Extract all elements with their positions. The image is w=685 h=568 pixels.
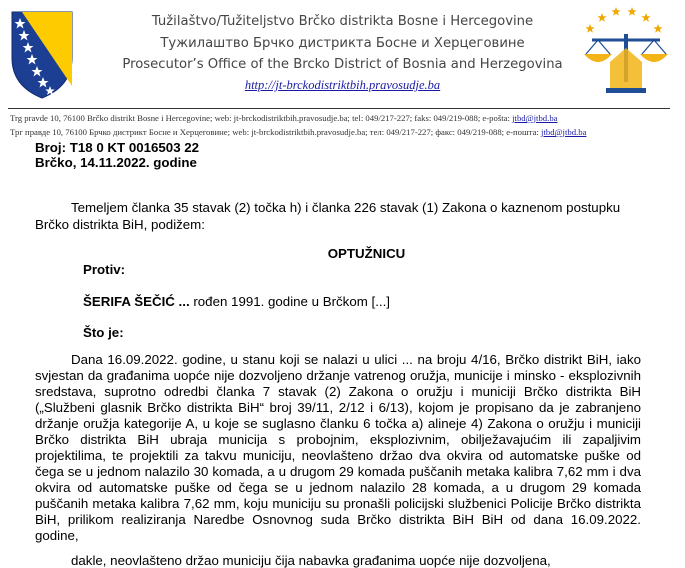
case-number: Broj: T18 0 KT 0016503 22: [35, 140, 200, 155]
place-date: Brčko, 14.11.2022. godine: [35, 155, 197, 170]
charge-line: Brčko distrikta BiH ubraja municija s probojnim, eksplozivnim, obilježavajućim ili zapaljivim: [35, 432, 641, 447]
charge-line: BiH, prilikom realiziranja Naredbe Osnovnog suda Brčko distrikta BiH BiH od dana 16.09.2022.: [35, 512, 641, 527]
closing-line: dakle, neovlašteno držao municiju čija nabavka građanima uopće nije dozvoljena,: [71, 553, 551, 568]
justice-scales-logo: [580, 4, 672, 96]
charge-line: projektilima, te projektili za takvu municiju, neovlašteno držao dva okvira od automatske puške od: [35, 448, 641, 463]
charge-line: godine,: [35, 528, 79, 543]
against-label: Protiv:: [83, 262, 126, 277]
website-link[interactable]: http://jt-brckodistriktbih.pravosudje.ba: [244, 78, 441, 92]
charge-line: čega se u jednom nalazilo 30 komada, a u drugom 29 komada puščanih metaka kalibra 7,62 mm i dva: [35, 464, 641, 479]
office-name-cyrillic: Тужилаштво Брчко дистрикта Босне и Херцеговине: [160, 36, 525, 51]
charge-line: sredstava, suprotno odredbi članka 7 stavak (2) Zakona o oružju i municiji Brčko distrikta BiH: [35, 384, 641, 399]
charge-line: svjestan da građanima uopće nije dozvoljeno držanje vatrenog oružja, municije i minsko - eksplozivnih: [35, 368, 641, 383]
contact-line-latin: Trg pravde 10, 76100 Brčko distrikt Bosne i Hercegovine; web: jt-brckodistriktbih.pravosudje.ba; tel: 049/217-227; faks: 049/219-088; e-pošta: jtbd@jtbd.ba: [10, 113, 558, 123]
charge-line: Dana 16.09.2022. godine, u stanu koji se nalazi u ulici ... na broju 4/16, Brčko distrikt BiH, iako: [71, 352, 641, 367]
header-divider: [8, 108, 670, 109]
intro-line-2: Brčko distrikta BiH, podižem:: [35, 217, 205, 232]
accused-name: ŠERIFA ŠEČIĆ ...: [83, 294, 190, 309]
office-name-latin: Tužilaštvo/Tužiteljstvo Brčko distrikta Bosne i Hercegovine: [151, 14, 534, 29]
what-label: Što je:: [83, 325, 124, 340]
charge-line: držanje oružja kategorije A, u koje se suglasno članku 6 točka a) alineje 4) Zakona o oružju i municiji: [35, 416, 641, 431]
email-link-latin[interactable]: jtbd@jtbd.ba: [512, 113, 558, 123]
charge-line: okvira od automatske puške od čega se u jednom nalazilo 28 komada, a u drugom 29 komada: [35, 480, 641, 495]
office-name-english: Prosecutor’s Office of the Brcko District of Bosnia and Herzegovina: [122, 57, 563, 72]
intro-line-1: Temeljem članka 35 stavak (2) točka h) i članka 226 stavak (1) Zakona o kaznenom postupku: [71, 200, 621, 215]
charge-line: puščanih metaka kalibra 7,62 mm, koju municiju su pronašli policijski službenici Policije Brčko distrikta: [35, 496, 641, 511]
document-title: OPTUŽNICU: [327, 246, 406, 261]
charge-line: („Službeni glasnik Brčko distrikta BiH“ broj 39/11, 2/12 i 6/13), kojom je propisano da je zabranjeno: [35, 400, 641, 415]
accused-details: rođen 1991. godine u Brčkom [...]: [189, 294, 390, 309]
email-link-cyrillic[interactable]: jtbd@jtbd.ba: [541, 127, 587, 137]
accused-line: [83, 294, 390, 309]
contact-line-cyrillic: Трг правде 10, 76100 Брчко дистрикт Босне и Херцеговине; web: jt-brckodistriktbih.pravosudje.ba; тел: 049/217-227; факс: 049/219-088; е-пошта: jtbd@jtbd.ba: [10, 127, 587, 137]
